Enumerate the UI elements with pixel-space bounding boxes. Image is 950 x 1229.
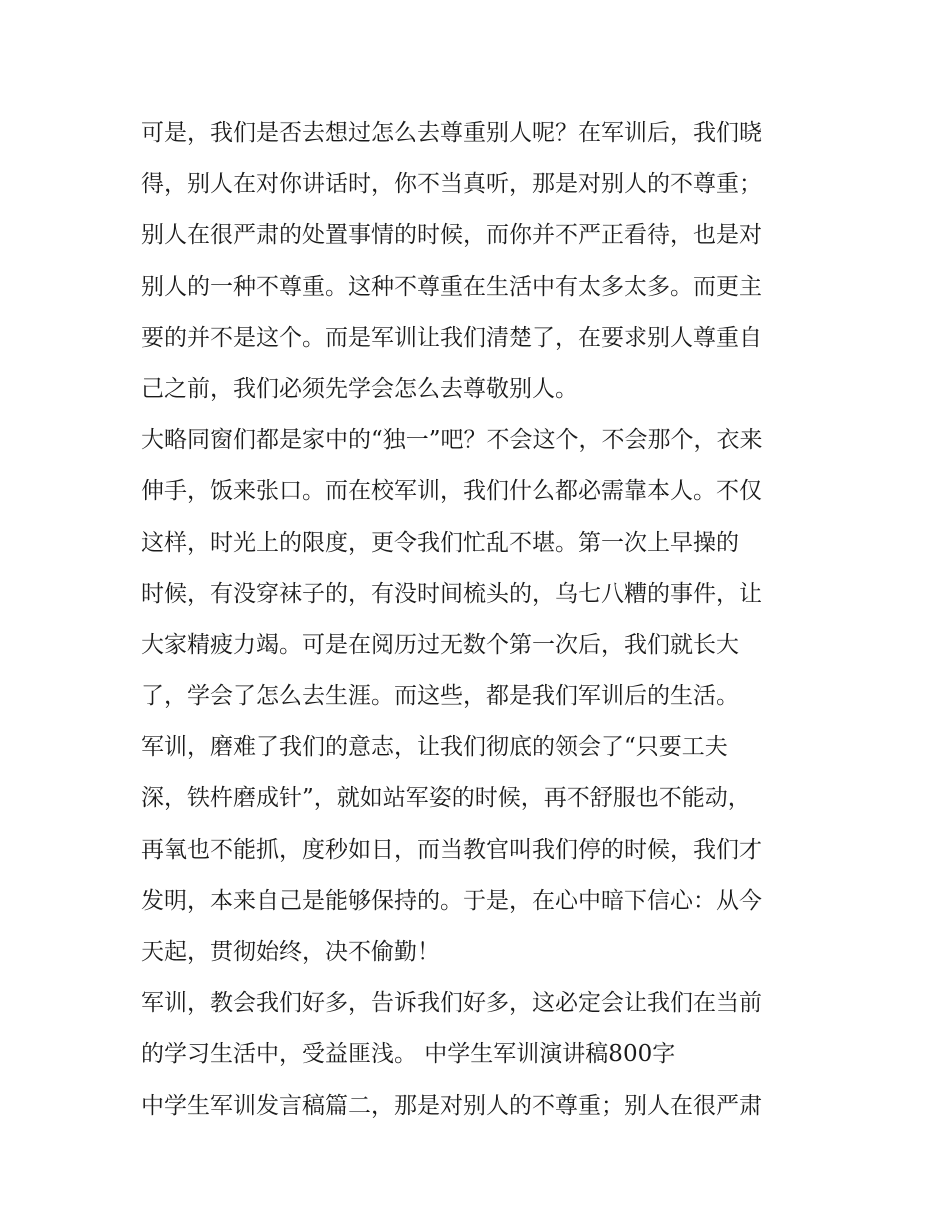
text-line-20: 中学生军训发言稿篇二，那是对别人的不尊重；别人在很严肃	[141, 1092, 762, 1119]
text-line-14: 深，铁杵磨成针”，就如站军姿的时候，再不舒服也不能动，	[141, 785, 751, 812]
text-line-9: 这样，时光上的限度，更令我们忙乱不堪。第一次上早操的	[141, 529, 739, 556]
text-line-6: 己之前，我们必须先学会怎么去尊敬别人。	[141, 375, 578, 402]
text-line-18: 军训，教会我们好多，告诉我们好多，这必定会让我们在当前	[141, 990, 762, 1017]
text-line-7: 大略同窗们都是家中的“独一”吧？不会这个，不会那个，衣来	[141, 427, 763, 454]
text-line-3: 别人在很严肃的处置事情的时候，而你并不严正看待，也是对	[141, 222, 762, 249]
text-line-17: 天起，贯彻始终，决不偷勤！	[141, 939, 440, 965]
text-line-16: 发明，本来自己是能够保持的。于是，在心中暗下信心：从今	[141, 887, 762, 914]
body-text	[141, 108, 821, 1132]
text-line-4: 别人的一种不尊重。这种不尊重在生活中有太多太多。而更主	[141, 273, 762, 300]
text-line-5: 要的并不是这个。而是军训让我们清楚了，在要求别人尊重自	[141, 324, 762, 351]
text-line-15: 再氧也不能抓，度秒如日，而当教官叫我们停的时候，我们才	[141, 836, 762, 863]
text-line-2: 得，别人在对你讲话时，你不当真听，那是对别人的不尊重；	[141, 171, 762, 198]
text-line-8: 伸手，饭来张口。而在校军训，我们什么都必需靠本人。不仅	[141, 478, 762, 505]
text-line-10: 时候，有没穿袜子的，有没时间梳头的，乌七八糟的事件，让	[141, 580, 762, 607]
text-line-1: 可是，我们是否去想过怎么去尊重别人呢？在军训后，我们晓	[141, 120, 762, 146]
text-line-19: 的学习生活中，受益匪浅。 中学生军训演讲稿800字	[141, 1041, 676, 1068]
text-line-13: 军训，磨难了我们的意志，让我们彻底的领会了“只要工夫	[141, 734, 728, 761]
text-line-12: 了，学会了怎么去生涯。而这些，都是我们军训后的生活。	[141, 683, 739, 710]
text-line-11: 大家精疲力竭。可是在阅历过无数个第一次后，我们就长大	[141, 631, 739, 658]
